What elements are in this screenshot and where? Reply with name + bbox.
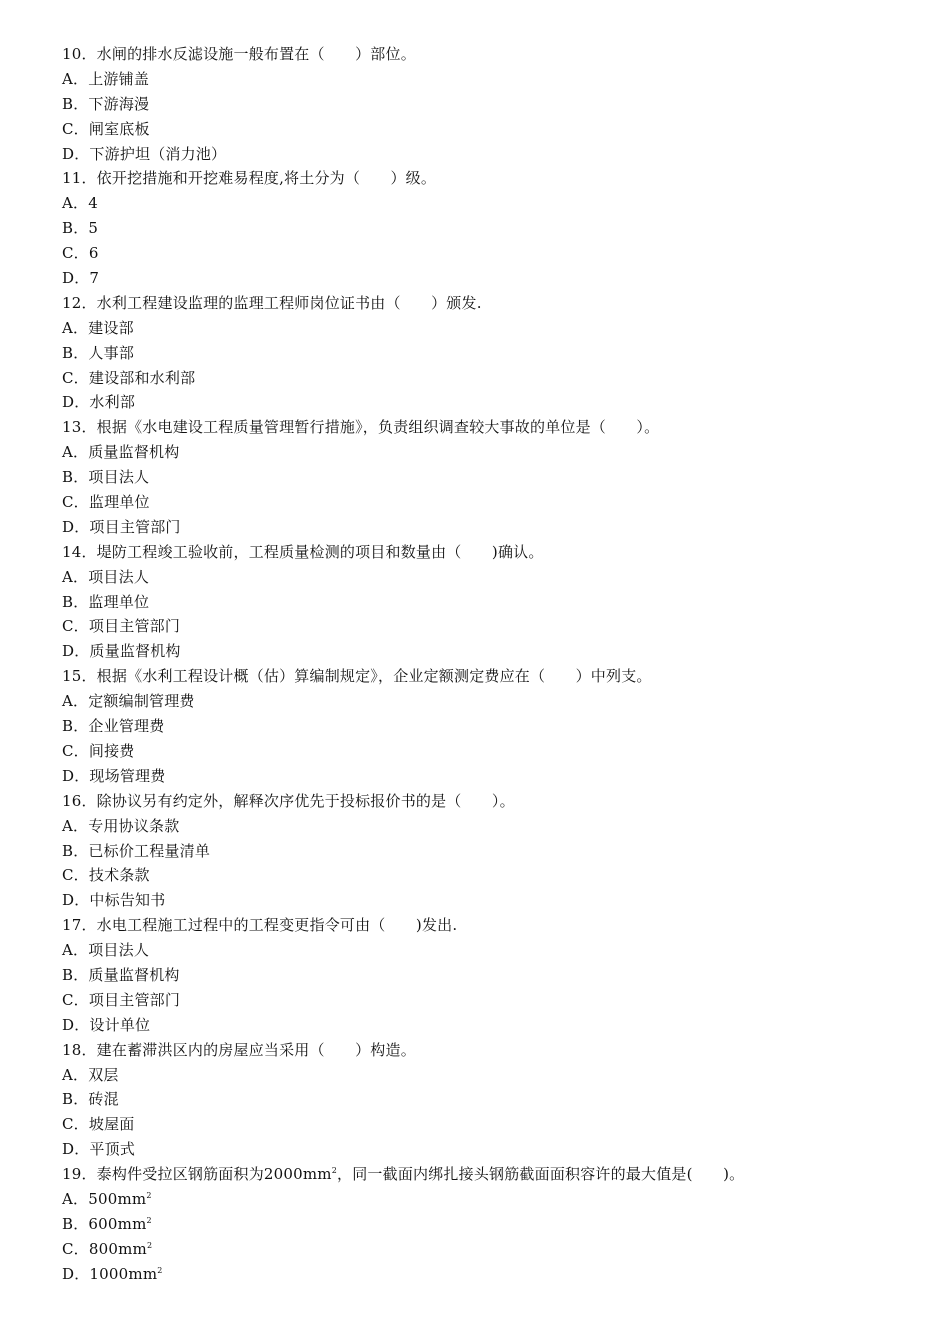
question-17-option-c: C．项目主管部门 [62, 990, 181, 1009]
question-11-stem: 11．依开挖措施和开挖难易程度,将土分为（ ）级。 [62, 169, 437, 188]
question-13-stem: 13．根据《水电建设工程质量管理暂行措施》，负责组织调查较大事故的单位是（ ）。 [62, 418, 660, 437]
question-19-stem-text: 19．泰构件受拉区钢筋面积为2000mm [62, 1165, 332, 1184]
question-14-stem: 14．堤防工程竣工验收前，工程质量检测的项目和数量由（ )确认。 [62, 542, 544, 561]
question-18-option-a: A．双层 [62, 1065, 119, 1084]
question-18-stem: 18．建在蓄滞洪区内的房屋应当采用（ ）构造。 [62, 1040, 416, 1059]
question-19-option-a [62, 1187, 922, 1212]
question-11-option-b: B．5 [62, 219, 99, 238]
question-19-option-d-superscript: 2 [157, 1265, 163, 1275]
question-18-option-d: D．平顶式 [62, 1140, 136, 1159]
question-19-option-c-text: C．800mm [62, 1239, 147, 1258]
question-10-stem: 10．水闸的排水反滤设施一般布置在（ ）部位。 [62, 45, 416, 63]
question-19-option-d [62, 1262, 922, 1287]
question-16-option-c: C．技术条款 [62, 866, 150, 885]
question-16-option-d: D．中标告知书 [62, 891, 166, 910]
question-12-stem: 12．水利工程建设监理的监理工程师岗位证书由（ ）颁发. [62, 293, 482, 312]
question-14-option-c: C．项目主管部门 [62, 617, 181, 636]
question-19-stem [62, 1162, 922, 1187]
question-11-option-c: C．6 [62, 244, 99, 263]
question-11-option-d: D．7 [62, 269, 100, 288]
question-19-option-d-text: D．1000mm [62, 1264, 158, 1283]
question-19-option-a-text: A．500mm [62, 1189, 147, 1208]
question-19-option-c-superscript: 2 [146, 1240, 153, 1250]
question-15-option-b: B．企业管理费 [62, 717, 165, 736]
question-14-option-d: D．质量监督机构 [62, 642, 181, 661]
question-15-option-a: A．定额编制管理费 [62, 692, 195, 711]
question-17-option-d: D．设计单位 [62, 1015, 151, 1034]
question-13-option-d: D．项目主管部门 [62, 517, 181, 536]
question-19-stem-superscript: 2 [331, 1166, 338, 1176]
question-10-option-c: C．闸室底板 [62, 119, 150, 138]
document-page [62, 42, 922, 1287]
question-12-option-a: A．建设部 [62, 318, 134, 337]
question-17-stem: 17．水电工程施工过程中的工程变更指令可由（ )发出. [62, 916, 458, 935]
question-19-stem-text-end: ，同一截面内绑扎接头钢筋截面面积容许的最大值是( )。 [337, 1165, 745, 1184]
question-19-option-b-superscript: 2 [146, 1215, 152, 1225]
question-18-option-b: B．砖混 [62, 1090, 119, 1109]
question-16-stem: 16．除协议另有约定外，解释次序优先于投标报价书的是（ ）。 [62, 791, 515, 810]
question-10-option-a: A．上游铺盖 [62, 69, 150, 88]
question-13-option-b: B．项目法人 [62, 468, 150, 487]
question-19-option-c [62, 1237, 922, 1262]
question-17-option-b: B．质量监督机构 [62, 965, 180, 984]
question-12-option-b: B．人事部 [62, 343, 135, 362]
question-10-option-d: D．下游护坦（消力池） [62, 144, 227, 163]
question-19-option-b [62, 1212, 922, 1237]
question-14-option-a: A．项目法人 [62, 567, 150, 586]
question-14-option-b: B．监理单位 [62, 592, 150, 611]
question-12-option-d: D．水利部 [62, 393, 136, 412]
question-18-option-c: C．坡屋面 [62, 1115, 135, 1134]
question-19-option-a-superscript: 2 [146, 1190, 152, 1200]
question-11-option-a: A．4 [62, 194, 98, 213]
question-12-option-c: C．建设部和水利部 [62, 368, 196, 387]
question-19-option-b-text: B．600mm [62, 1214, 147, 1233]
question-16-option-a: A．专用协议条款 [62, 816, 180, 835]
question-13-option-c: C．监理单位 [62, 493, 150, 512]
question-16-option-b: B．已标价工程量清单 [62, 841, 211, 860]
question-15-option-c: C．间接费 [62, 741, 135, 760]
question-10-option-b: B．下游海漫 [62, 94, 150, 113]
question-17-option-a: A．项目法人 [62, 941, 150, 960]
question-15-option-d: D．现场管理费 [62, 766, 166, 785]
question-15-stem: 15．根据《水利工程设计概（估）算编制规定》，企业定额测定费应在（ ）中列支。 [62, 667, 652, 686]
question-13-option-a: A．质量监督机构 [62, 443, 180, 462]
